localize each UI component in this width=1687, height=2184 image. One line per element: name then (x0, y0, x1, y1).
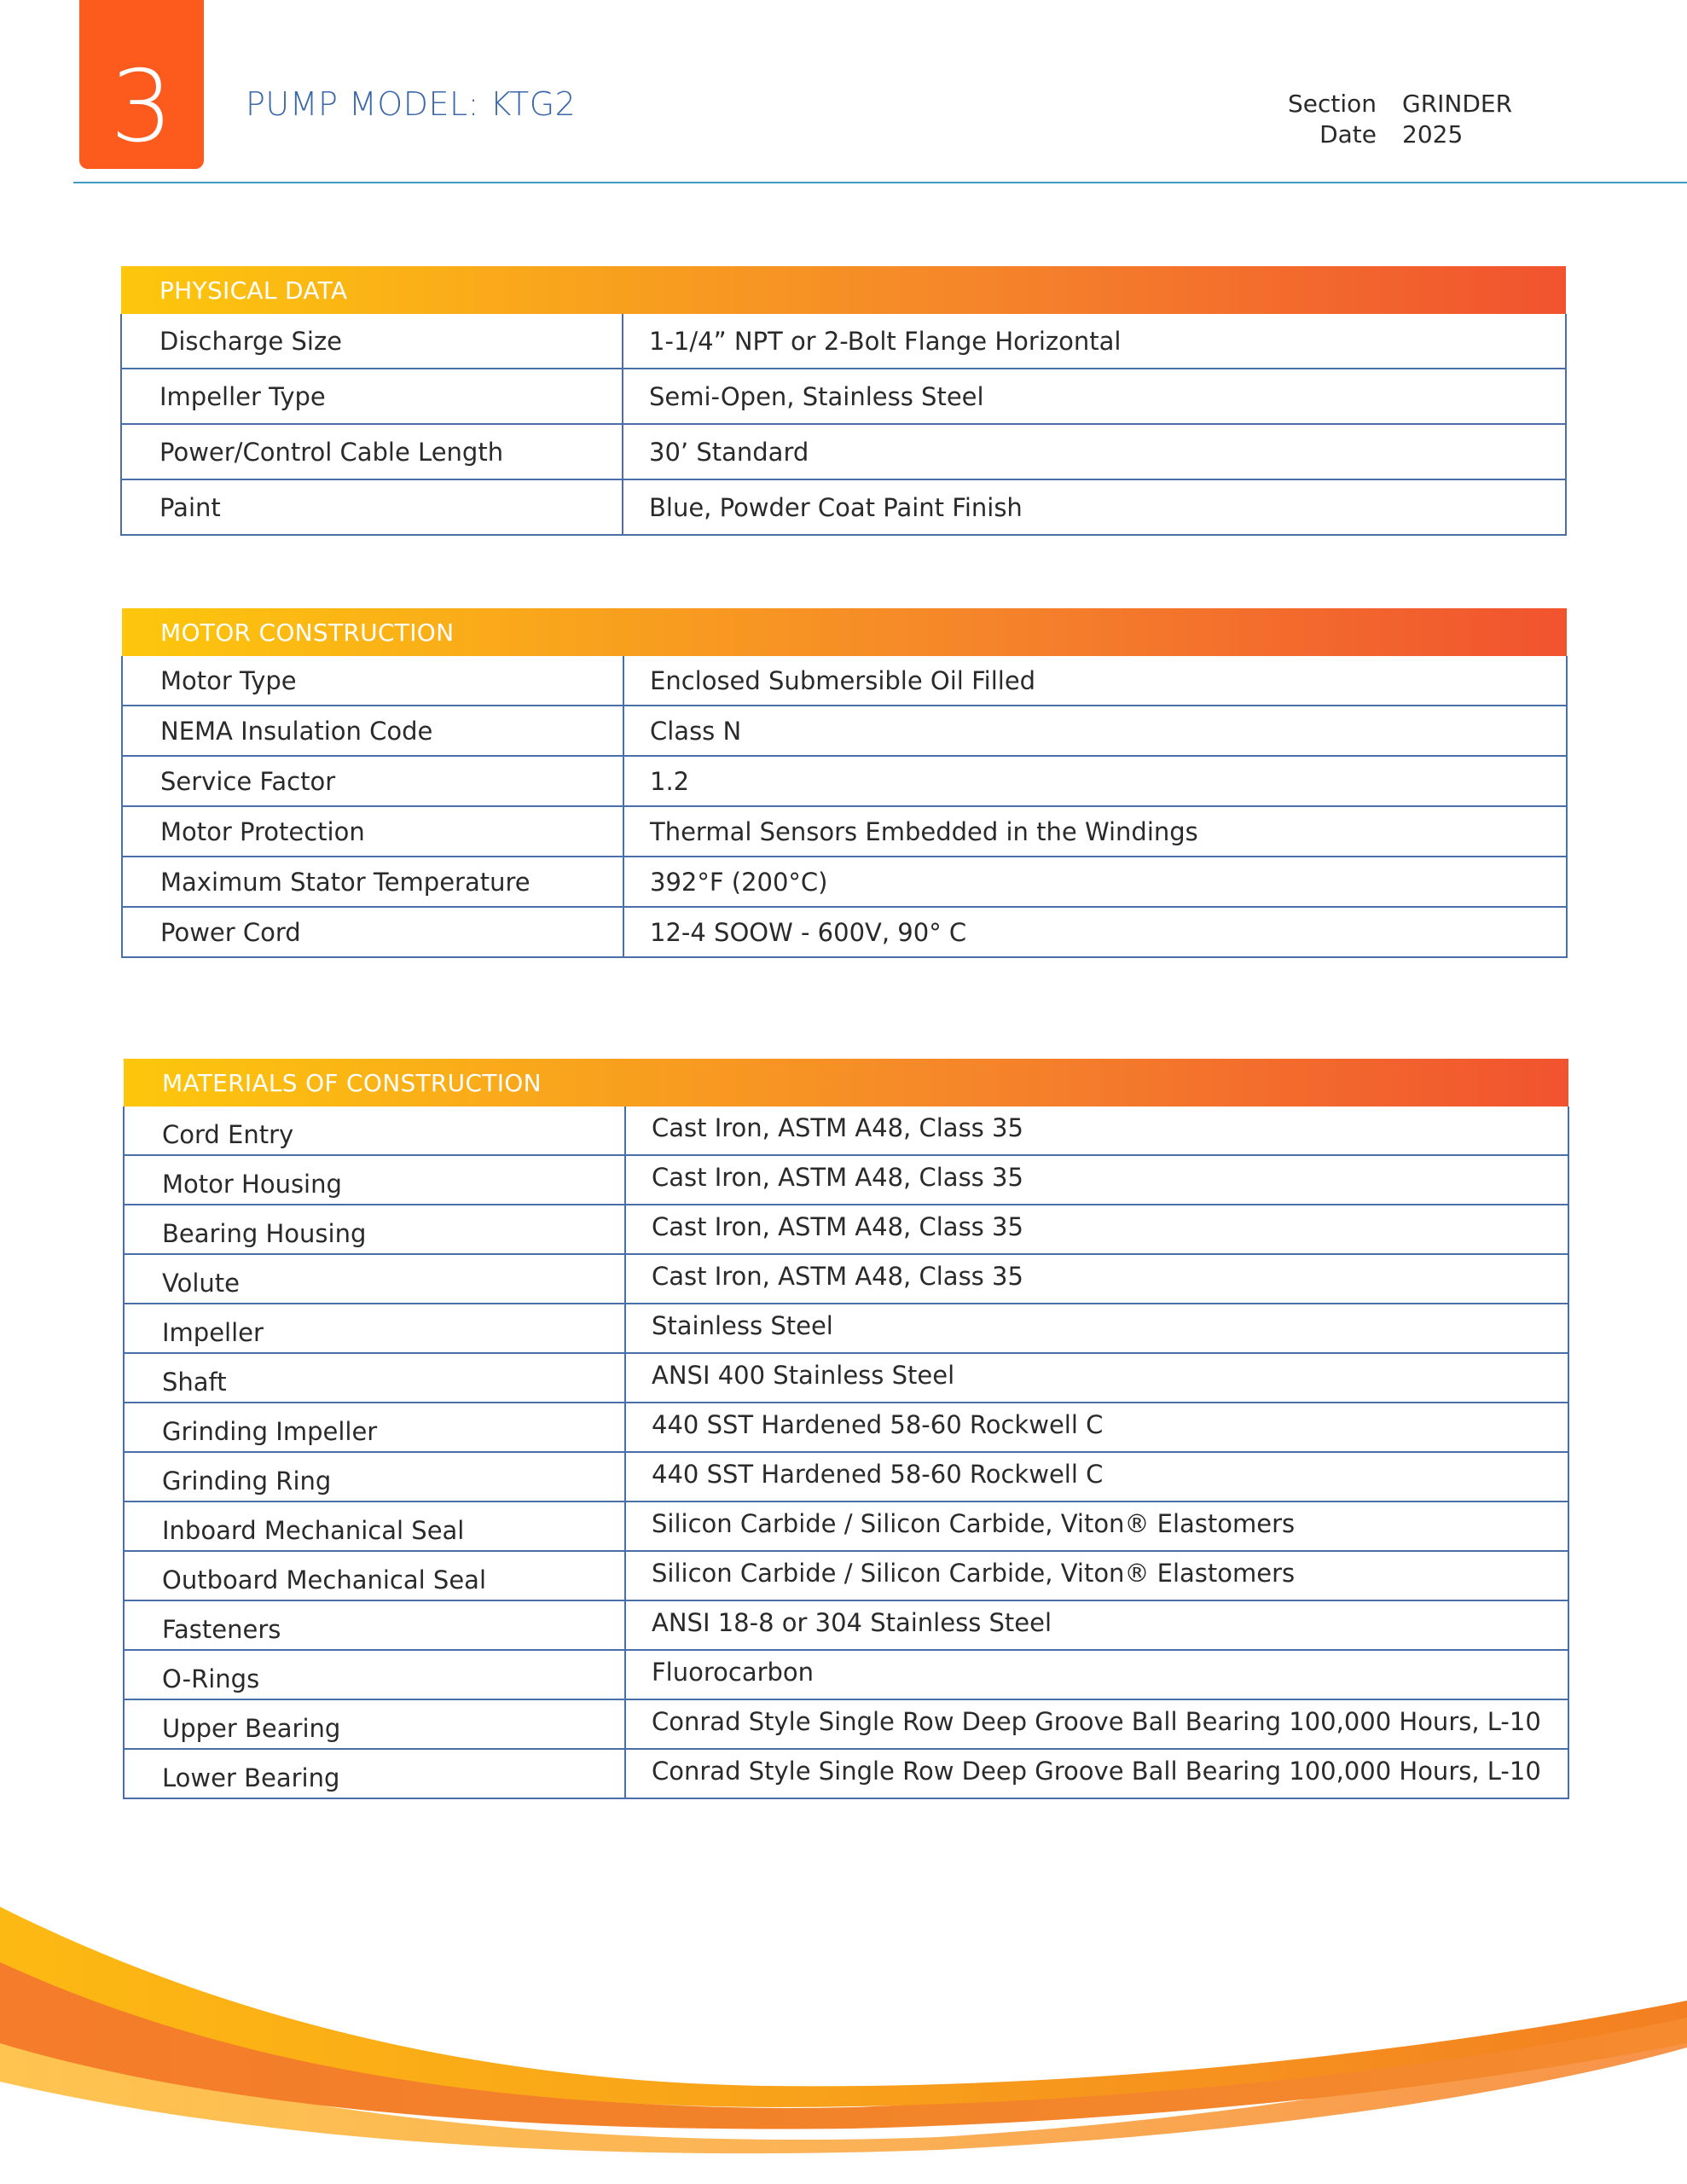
table-row (124, 1304, 1568, 1353)
spec-label: Fasteners (124, 1600, 625, 1650)
spec-label: Impeller (124, 1304, 625, 1353)
meta-date-label: Date (1319, 120, 1377, 148)
spec-label: Shaft (124, 1353, 625, 1403)
spec-value: 30’ Standard (623, 424, 1566, 479)
table-row (124, 1502, 1568, 1551)
spec-value: 392°F (200°C) (623, 857, 1567, 907)
spec-value: Cast Iron, ASTM A48, Class 35 (625, 1254, 1568, 1304)
spec-label: Impeller Type (121, 369, 623, 424)
physical-data-table (120, 266, 1567, 536)
table-row (124, 1452, 1568, 1502)
decorative-swoosh (0, 1834, 1687, 2184)
spec-value: Semi-Open, Stainless Steel (623, 369, 1566, 424)
table-row (121, 314, 1566, 369)
materials-of-construction-table (123, 1059, 1569, 1799)
spec-value: 440 SST Hardened 58-60 Rockwell C (625, 1403, 1568, 1452)
table-row (124, 1749, 1568, 1798)
table-row (124, 1699, 1568, 1749)
spec-value: Silicon Carbide / Silicon Carbide, Viton® Elastomers (625, 1502, 1568, 1551)
spec-value: 12-4 SOOW - 600V, 90° C (623, 907, 1567, 957)
spec-label: O-Rings (124, 1650, 625, 1699)
table-row (122, 907, 1567, 957)
meta-section-value: GRINDER (1402, 90, 1513, 118)
table-row (121, 369, 1566, 424)
header-divider (73, 182, 1687, 183)
table-row (122, 756, 1567, 806)
table-row (124, 1600, 1568, 1650)
spec-label: Outboard Mechanical Seal (124, 1551, 625, 1600)
spec-label: Lower Bearing (124, 1749, 625, 1798)
spec-label: Power/Control Cable Length (121, 424, 623, 479)
table-row (122, 806, 1567, 857)
spec-value: Conrad Style Single Row Deep Groove Ball Bearing 100,000 Hours, L-10 (625, 1699, 1568, 1749)
table-row (121, 424, 1566, 479)
spec-value: Blue, Powder Coat Paint Finish (623, 479, 1566, 535)
spec-label: Discharge Size (121, 314, 623, 369)
spec-label: Paint (121, 479, 623, 535)
spec-value: Silicon Carbide / Silicon Carbide, Viton® Elastomers (625, 1551, 1568, 1600)
spec-label: Motor Protection (122, 806, 623, 857)
spec-label: Grinding Impeller (124, 1403, 625, 1452)
meta-date-value: 2025 (1402, 120, 1464, 148)
spec-label: Bearing Housing (124, 1205, 625, 1254)
chapter-number: 3 (110, 49, 173, 165)
spec-value: 440 SST Hardened 58-60 Rockwell C (625, 1452, 1568, 1502)
table-row (122, 656, 1567, 706)
spec-value: ANSI 400 Stainless Steel (625, 1353, 1568, 1403)
spec-value: Cast Iron, ASTM A48, Class 35 (625, 1205, 1568, 1254)
spec-value: 1.2 (623, 756, 1567, 806)
table-title: PHYSICAL DATA (121, 266, 1566, 314)
spec-value: 1-1/4” NPT or 2-Bolt Flange Horizontal (623, 314, 1566, 369)
table-row (122, 706, 1567, 756)
table-row (124, 1403, 1568, 1452)
table-row (124, 1254, 1568, 1304)
spec-label: Upper Bearing (124, 1699, 625, 1749)
table-title: MATERIALS OF CONSTRUCTION (124, 1059, 1568, 1107)
table-row (121, 479, 1566, 535)
spec-label: Cord Entry (124, 1107, 625, 1155)
table-row (124, 1353, 1568, 1403)
table-row (124, 1551, 1568, 1600)
meta-section-row (1262, 89, 1512, 119)
spec-label: Maximum Stator Temperature (122, 857, 623, 907)
chapter-tab (79, 0, 204, 169)
table-row (124, 1155, 1568, 1205)
page-title: PUMP MODEL: KTG2 (246, 85, 577, 123)
spec-value: Cast Iron, ASTM A48, Class 35 (625, 1155, 1568, 1205)
spec-label: Service Factor (122, 756, 623, 806)
motor-construction-table (121, 608, 1568, 958)
spec-label: Grinding Ring (124, 1452, 625, 1502)
meta-date-row (1262, 119, 1512, 150)
spec-label: Inboard Mechanical Seal (124, 1502, 625, 1551)
table-row (124, 1650, 1568, 1699)
spec-value: Stainless Steel (625, 1304, 1568, 1353)
spec-label: Motor Type (122, 656, 623, 706)
spec-value: Conrad Style Single Row Deep Groove Ball Bearing 100,000 Hours, L-10 (625, 1749, 1568, 1798)
spec-value: ANSI 18-8 or 304 Stainless Steel (625, 1600, 1568, 1650)
table-row (122, 857, 1567, 907)
table-row (124, 1205, 1568, 1254)
meta-section-label: Section (1287, 90, 1377, 118)
spec-label: Volute (124, 1254, 625, 1304)
spec-label: Motor Housing (124, 1155, 625, 1205)
spec-label: Power Cord (122, 907, 623, 957)
table-row (124, 1107, 1568, 1155)
spec-value: Fluorocarbon (625, 1650, 1568, 1699)
table-title: MOTOR CONSTRUCTION (122, 608, 1567, 656)
spec-label: NEMA Insulation Code (122, 706, 623, 756)
document-meta (1262, 89, 1512, 150)
spec-value: Cast Iron, ASTM A48, Class 35 (625, 1107, 1568, 1155)
spec-value: Enclosed Submersible Oil Filled (623, 656, 1567, 706)
spec-value: Class N (623, 706, 1567, 756)
spec-value: Thermal Sensors Embedded in the Windings (623, 806, 1567, 857)
